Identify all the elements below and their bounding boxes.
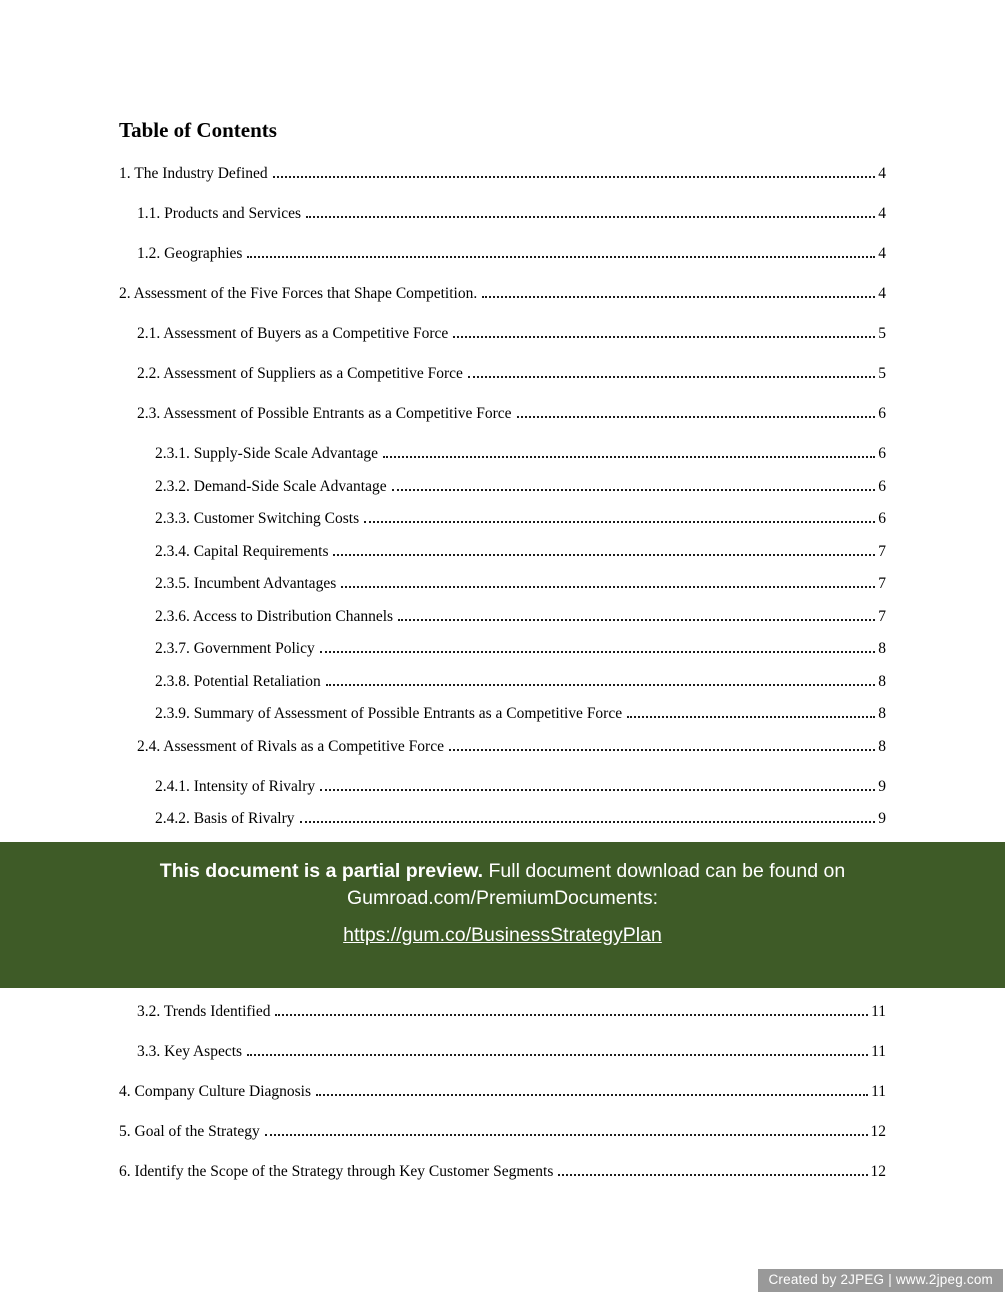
toc-entry-page: 4 xyxy=(878,205,886,222)
toc-entry-page: 11 xyxy=(871,1082,886,1100)
toc-entry-page: 6 xyxy=(878,510,886,527)
toc-leader-dots xyxy=(398,619,875,621)
toc-entry xyxy=(119,542,886,575)
toc-entry-label: 4. Company Culture Diagnosis xyxy=(119,1082,312,1100)
toc-entry-label: 2.3.3. Customer Switching Costs xyxy=(155,510,360,527)
toc-entry-label: 1.1. Products and Services xyxy=(137,205,302,222)
toc-entry-label: 1.2. Geographies xyxy=(137,245,243,262)
toc-leader-dots xyxy=(333,554,875,556)
toc-entry-page: 8 xyxy=(878,672,886,690)
toc-entry-label: 2.3.6. Access to Distribution Channels xyxy=(155,607,394,625)
toc-entry-page: 9 xyxy=(878,810,886,827)
gumroad-link[interactable]: https://gum.co/BusinessStrategyPlan xyxy=(343,923,662,946)
toc-leader-dots xyxy=(265,1134,868,1136)
toc-entry xyxy=(119,204,886,244)
toc-entry xyxy=(119,737,886,777)
toc-leader-dots xyxy=(558,1174,867,1176)
toc-entry-page: 4 xyxy=(878,285,886,302)
toc-entry-label: 2.3.5. Incumbent Advantages xyxy=(155,575,337,592)
toc-entry-page: 8 xyxy=(878,640,886,657)
toc-entry-page: 7 xyxy=(878,607,886,625)
toc-leader-dots xyxy=(517,416,876,418)
toc-entry xyxy=(119,1082,886,1122)
toc-leader-dots xyxy=(482,296,875,298)
preview-banner xyxy=(0,842,1005,988)
toc-entry xyxy=(119,574,886,607)
preview-banner-link-line xyxy=(0,923,1005,947)
toc-entry-label: 2.3.7. Government Policy xyxy=(155,640,315,657)
toc-entry-page: 7 xyxy=(878,575,886,592)
toc-leader-dots xyxy=(320,789,875,791)
toc-entry-page: 4 xyxy=(878,245,886,262)
toc-entry-label: 2.3. Assessment of Possible Entrants as a Competitive Force xyxy=(137,405,512,422)
toc-leader-dots xyxy=(247,256,875,258)
toc-leader-dots xyxy=(273,176,876,178)
toc-entry-label: 3.2. Trends Identified xyxy=(137,1002,271,1020)
toc-entry xyxy=(119,164,886,204)
toc-entry-page: 4 xyxy=(878,165,886,182)
toc-entry-page: 12 xyxy=(870,1162,886,1180)
toc-entry xyxy=(119,509,886,542)
toc-leader-dots xyxy=(383,456,875,458)
toc-entry-page: 6 xyxy=(878,445,886,462)
toc-entry xyxy=(119,244,886,284)
toc-entry-label: 2.3.1. Supply-Side Scale Advantage xyxy=(155,445,378,462)
toc-entry-label: 2.3.4. Capital Requirements xyxy=(155,542,329,560)
preview-banner-bold-text: This document is a partial preview. xyxy=(159,859,484,882)
toc-entry xyxy=(119,639,886,672)
toc-entry-label: 6. Identify the Scope of the Strategy through Key Customer Segments xyxy=(119,1162,554,1180)
toc-entry-page: 8 xyxy=(878,705,886,722)
toc-entry-page: 6 xyxy=(878,477,886,495)
toc-entry-label: 3.3. Key Aspects xyxy=(137,1042,243,1060)
toc-entry xyxy=(119,404,886,444)
toc-entry xyxy=(119,672,886,705)
toc-entry-label: 2.4.1. Intensity of Rivalry xyxy=(155,777,316,795)
toc-leader-dots xyxy=(468,376,875,378)
toc-leader-dots xyxy=(306,216,875,218)
toc-entry-page: 7 xyxy=(878,542,886,560)
toc-entry-label: 2.3.2. Demand-Side Scale Advantage xyxy=(155,477,387,495)
toc-entry xyxy=(119,777,886,810)
page-title: Table of Contents xyxy=(119,118,277,142)
toc-entry xyxy=(119,1002,886,1042)
toc-entry-page: 5 xyxy=(878,365,886,382)
toc-entry-label: 1. The Industry Defined xyxy=(119,165,268,182)
toc-entry xyxy=(119,1162,886,1202)
toc-entry-label: 2.4.2. Basis of Rivalry xyxy=(155,810,295,827)
toc-leader-dots xyxy=(275,1014,868,1016)
toc-leader-dots xyxy=(320,651,876,653)
toc-entry xyxy=(119,704,886,737)
toc-entry-label: 5. Goal of the Strategy xyxy=(119,1122,260,1140)
toc-entry xyxy=(119,477,886,510)
toc-entry-page: 6 xyxy=(878,405,886,422)
toc-entry-page: 11 xyxy=(871,1042,886,1060)
toc-entry xyxy=(119,444,886,477)
preview-banner-body-text: Full document download can be found on Gumroad.com/PremiumDocuments: xyxy=(346,859,846,909)
toc-entry xyxy=(119,324,886,364)
toc-entry-page: 5 xyxy=(878,325,886,342)
toc-leader-dots xyxy=(449,749,875,751)
toc-entry-page: 11 xyxy=(871,1002,886,1020)
toc-entry-page: 9 xyxy=(878,777,886,795)
toc-entry-label: 2.3.9. Summary of Assessment of Possible Entrants as a Competitive Force xyxy=(155,705,623,722)
watermark-text: Created by 2JPEG | www.2jpeg.com xyxy=(768,1272,993,1287)
toc-leader-dots xyxy=(364,521,875,523)
toc-entry-label: 2.3.8. Potential Retaliation xyxy=(155,672,321,690)
toc-entry xyxy=(119,1042,886,1082)
toc-entry-label: 2.2. Assessment of Suppliers as a Competitive Force xyxy=(137,365,463,382)
toc-leader-dots xyxy=(341,586,875,588)
toc-leader-dots xyxy=(627,716,875,718)
toc-leader-dots xyxy=(300,821,876,823)
toc-entry xyxy=(119,607,886,640)
toc-entry-label: 2.1. Assessment of Buyers as a Competitive Force xyxy=(137,325,449,342)
toc-entry xyxy=(119,284,886,324)
toc-entry-page: 12 xyxy=(870,1122,886,1140)
toc-leader-dots xyxy=(392,489,876,491)
watermark-badge xyxy=(758,1269,1003,1292)
toc-entry xyxy=(119,809,886,842)
toc-leader-dots xyxy=(326,684,876,686)
toc-section-bottom xyxy=(0,988,1005,1202)
preview-banner-text xyxy=(63,858,943,912)
toc-entry xyxy=(119,364,886,404)
toc-entry xyxy=(119,1122,886,1162)
toc-leader-dots xyxy=(316,1094,868,1096)
toc-entry-page: 8 xyxy=(878,737,886,755)
toc-entry-label: 2. Assessment of the Five Forces that Shape Competition. xyxy=(119,285,478,302)
toc-entry-label: 2.4. Assessment of Rivals as a Competitive Force xyxy=(137,737,444,755)
toc-leader-dots xyxy=(247,1054,868,1056)
toc-leader-dots xyxy=(453,336,875,338)
